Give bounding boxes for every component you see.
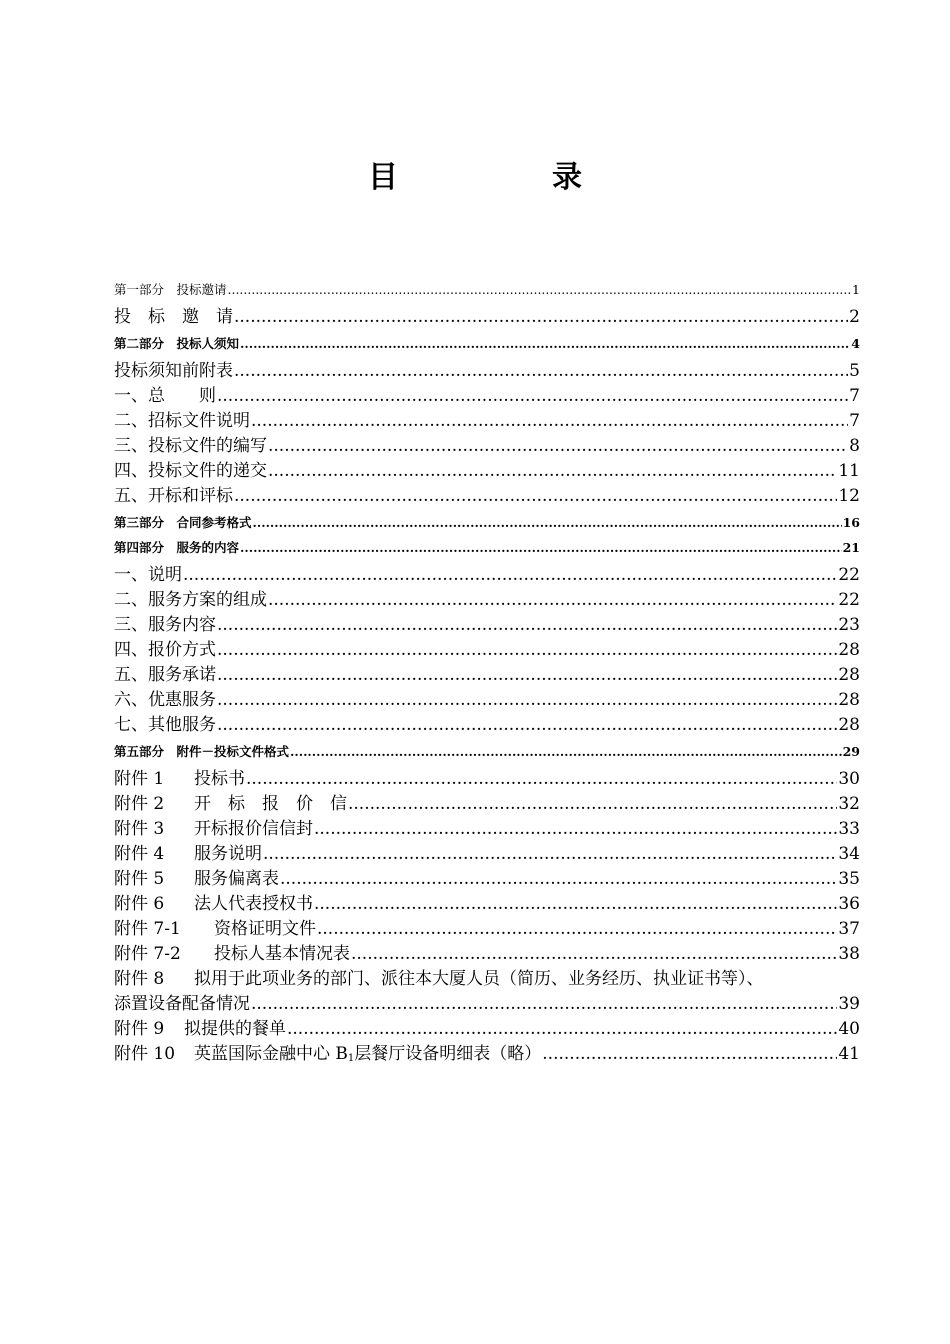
toc-page-number: 11	[838, 461, 860, 481]
leader-dots	[217, 638, 837, 663]
toc-page-number: 1	[852, 282, 860, 297]
toc-label: 服务偏离表	[194, 869, 279, 889]
appendix-number: 附件 5	[114, 869, 165, 889]
appendix-number: 附件 10	[114, 1044, 176, 1064]
toc-appendix-entry[interactable]	[114, 767, 860, 792]
toc-label: 投标人基本情况表	[214, 944, 350, 964]
leader-dots	[240, 334, 850, 354]
toc-entry[interactable]	[114, 384, 860, 409]
toc-page-number: 22	[838, 565, 860, 585]
toc-page-number: 7	[849, 386, 860, 406]
toc-page-number: 28	[838, 715, 860, 735]
leader-dots	[280, 867, 837, 892]
toc-page-number: 41	[838, 1044, 860, 1064]
toc-entry[interactable]	[114, 613, 860, 638]
appendix-number: 附件 4	[114, 844, 165, 864]
toc-label: 投标须知前附表	[114, 361, 233, 381]
toc-label-subscript: 1	[347, 1053, 355, 1064]
toc-label: 七、其他服务	[114, 715, 216, 735]
leader-dots	[234, 484, 837, 509]
table-of-contents	[114, 276, 860, 1067]
toc-label: 第五部分 附件－投标文件格式	[114, 744, 290, 759]
toc-label: 英蓝国际金融中心 B	[194, 1044, 348, 1064]
toc-label: 五、服务承诺	[114, 665, 216, 685]
toc-page-number: 29	[842, 744, 860, 759]
toc-page-number: 5	[849, 361, 860, 381]
leader-dots	[217, 613, 837, 638]
toc-appendix-entry[interactable]	[114, 967, 860, 1017]
toc-label: 投标书	[194, 769, 245, 789]
toc-label: 三、服务内容	[114, 615, 216, 635]
toc-page-number: 33	[838, 819, 860, 839]
toc-label: 二、招标文件说明	[114, 411, 250, 431]
leader-dots	[348, 792, 837, 817]
toc-page-number: 16	[842, 515, 860, 530]
toc-label: 投 标 邀 请	[114, 307, 233, 327]
toc-appendix-entry[interactable]	[114, 842, 860, 867]
appendix-number: 附件 7-1	[114, 919, 181, 939]
toc-label: 三、投标文件的编写	[114, 436, 267, 456]
leader-dots	[217, 713, 837, 738]
appendix-number: 附件 9	[114, 1019, 165, 1039]
toc-appendix-entry[interactable]	[114, 792, 860, 817]
toc-page-number: 2	[849, 307, 860, 327]
toc-label: 开 标 报 价 信	[194, 794, 347, 814]
toc-label: 二、服务方案的组成	[114, 590, 267, 610]
toc-page-number: 32	[838, 794, 860, 814]
toc-label: 资格证明文件	[214, 919, 316, 939]
toc-entry[interactable]	[114, 434, 860, 459]
toc-part-2[interactable]	[114, 334, 860, 354]
leader-dots	[234, 305, 848, 330]
toc-entry[interactable]	[114, 359, 860, 384]
leader-dots	[217, 688, 837, 713]
toc-page-number: 30	[838, 769, 860, 789]
leader-dots	[268, 588, 837, 613]
leader-dots	[287, 1017, 837, 1042]
toc-label: 拟提供的餐单	[184, 1019, 286, 1039]
toc-entry[interactable]	[114, 688, 860, 713]
leader-dots	[240, 538, 842, 558]
toc-part-4[interactable]	[114, 538, 860, 558]
toc-page-number: 28	[838, 665, 860, 685]
toc-label: 四、投标文件的递交	[114, 461, 267, 481]
leader-dots	[542, 1042, 837, 1067]
toc-label: 法人代表授权书	[194, 894, 313, 914]
leader-dots	[217, 384, 848, 409]
toc-label: 第二部分 投标人须知	[114, 336, 240, 351]
toc-entry[interactable]	[114, 459, 860, 484]
toc-label: 六、优惠服务	[114, 690, 216, 710]
toc-appendix-entry[interactable]	[114, 942, 860, 967]
toc-appendix-entry[interactable]	[114, 1017, 860, 1042]
toc-label: 服务说明	[194, 844, 262, 864]
toc-appendix-entry[interactable]	[114, 817, 860, 842]
toc-page-number: 21	[842, 540, 860, 555]
toc-part-1[interactable]	[114, 280, 860, 300]
toc-page-number: 40	[838, 1019, 860, 1039]
leader-dots	[253, 513, 842, 533]
leader-dots	[251, 992, 837, 1017]
leader-dots	[234, 359, 848, 384]
toc-label: 第三部分 合同参考格式	[114, 515, 252, 530]
toc-page-number: 38	[838, 944, 860, 964]
toc-part-5[interactable]	[114, 742, 860, 762]
toc-page-number: 35	[838, 869, 860, 889]
toc-appendix-entry[interactable]	[114, 1042, 860, 1067]
toc-entry[interactable]	[114, 484, 860, 509]
leader-dots	[314, 892, 837, 917]
leader-dots	[314, 817, 837, 842]
toc-page-number: 8	[849, 436, 860, 456]
toc-label: 添置设备配备情况	[114, 994, 250, 1014]
leader-dots	[251, 409, 848, 434]
toc-entry[interactable]	[114, 563, 860, 588]
appendix-number: 附件 1	[114, 769, 165, 789]
toc-page-number: 7	[849, 411, 860, 431]
leader-dots	[351, 942, 837, 967]
leader-dots	[268, 459, 837, 484]
toc-label: 拟用于此项业务的部门、派往本大厦人员（简历、业务经历、执业证书等）、	[194, 969, 764, 989]
toc-entry[interactable]	[114, 713, 860, 738]
toc-page-number: 23	[838, 615, 860, 635]
toc-label: 第四部分 服务的内容	[114, 540, 240, 555]
toc-label: 开标报价信信封	[194, 819, 313, 839]
toc-label: 一、总 则	[114, 386, 216, 406]
appendix-number: 附件 3	[114, 819, 165, 839]
toc-appendix-entry[interactable]	[114, 917, 860, 942]
toc-entry[interactable]	[114, 638, 860, 663]
page-title: 目 录	[368, 160, 644, 195]
appendix-number: 附件 8	[114, 969, 165, 989]
toc-label: 四、报价方式	[114, 640, 216, 660]
toc-entry[interactable]	[114, 409, 860, 434]
toc-page-number: 39	[838, 994, 860, 1014]
toc-label: 第一部分 投标邀请	[114, 282, 227, 297]
toc-page-number: 36	[838, 894, 860, 914]
toc-page-number: 4	[851, 336, 860, 351]
toc-entry[interactable]	[114, 305, 860, 330]
toc-page-number: 37	[838, 919, 860, 939]
toc-entry[interactable]	[114, 588, 860, 613]
leader-dots	[290, 742, 842, 762]
leader-dots	[268, 434, 848, 459]
toc-label: 层餐厅设备明细表（略）	[354, 1044, 542, 1064]
leader-dots	[217, 663, 837, 688]
toc-part-3[interactable]	[114, 513, 860, 533]
appendix-number: 附件 6	[114, 894, 165, 914]
toc-appendix-entry[interactable]	[114, 892, 860, 917]
leader-dots	[317, 917, 837, 942]
toc-page-number: 22	[838, 590, 860, 610]
toc-appendix-entry[interactable]	[114, 867, 860, 892]
toc-entry[interactable]	[114, 663, 860, 688]
appendix-number: 附件 2	[114, 794, 165, 814]
appendix-number: 附件 7-2	[114, 944, 181, 964]
leader-dots	[263, 842, 837, 867]
toc-page-number: 12	[838, 486, 860, 506]
leader-dots	[228, 280, 852, 300]
toc-page-number: 28	[838, 690, 860, 710]
toc-page-number: 34	[838, 844, 860, 864]
leader-dots	[183, 563, 837, 588]
toc-label: 五、开标和评标	[114, 486, 233, 506]
toc-label: 一、说明	[114, 565, 182, 585]
leader-dots	[246, 767, 837, 792]
toc-page-number: 28	[838, 640, 860, 660]
